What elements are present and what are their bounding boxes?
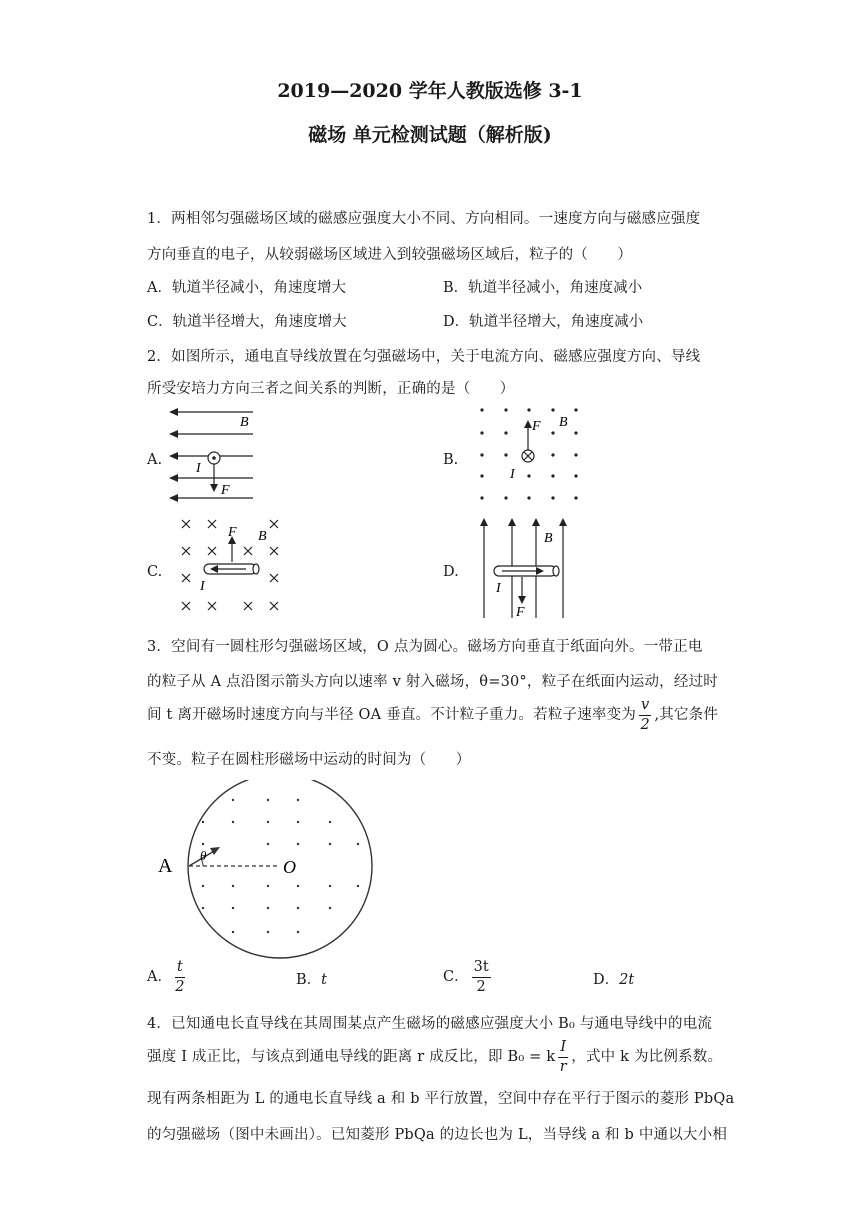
q2-option-a-label: A. [147,452,163,468]
q3-figure-circle [158,780,383,960]
q3-option-a: A． $\frac{t}{2}$ [147,959,185,995]
q1-stem-line1: 1．两相邻匀强磁场区域的磁感应强度大小不同、方向相同。一速度方向与磁感应强度 [147,211,701,227]
q2-figure-b [470,400,590,508]
q2-stem-line2: 所受安培力方向三者之间关系的判断，正确的是（ ） [147,381,515,397]
q2c-label-f: F [228,525,237,540]
q2-stem-line1: 2．如图所示，通电直导线放置在匀强磁场中，关于电流方向、磁感应强度方向、导线 [147,349,701,365]
q3-option-c: C． $\frac{3t}{2}$ [443,959,489,995]
q4-stem-line1: 4．已知通电长直导线在其周围某点产生磁场的磁感应强度大小 B₀ 与通电导线中的电流 [147,1016,713,1032]
q3-fraction-v-over-2: $\frac{v}{2}$ [640,697,650,733]
q4-stem-line3: 现有两条相距为 L 的通电长直导线 a 和 b 平行放置，空间中存在平行于图示的菱形 PbQa [147,1091,735,1107]
q3-stem-line2: 的粒子从 A 点沿图示箭头方向以速率 v 射入磁场，θ=30°，粒子在纸面内运动，经过时 [147,674,718,690]
q3-option-d: D．2t [593,972,635,988]
q1-stem-line2: 方向垂直的电子，从较弱磁场区域进入到较强磁场区域后，粒子的（ ） [147,247,633,263]
q4-stem-line4: 的匀强磁场（图中未画出）。已知菱形 PbQa 的边长也为 L，当导线 a 和 b 中通以大小相 [147,1127,728,1143]
q3-label-a: A [158,855,173,877]
q2a-label-f: F [221,483,230,498]
q2d-label-i: I [496,581,501,596]
q2b-label-b: B [559,415,568,430]
q2-option-b-label: B. [443,452,459,468]
q1-option-c: C．轨道半径增大，角速度增大 [147,314,347,330]
q2d-label-b: B [544,531,553,546]
q2a-label-i: I [196,461,201,476]
q3-stem-line1: 3．空间有一圆柱形匀强磁场区域，O 点为圆心。磁场方向垂直于纸面向外。一带正电 [147,639,703,655]
q2-figure-c [172,512,292,620]
q2c-label-b: B [258,529,267,544]
q1-option-b: B．轨道半径减小，角速度减小 [443,280,643,296]
q2-option-d-label: D. [443,564,459,580]
q2c-label-i: I [200,579,205,594]
page-subtitle: 磁场 单元检测试题（解析版) [308,124,552,146]
q1-option-d: D．轨道半径增大，角速度减小 [443,314,644,330]
q3-label-theta: θ [200,848,207,863]
q4-stem-line2: 强度 I 成正比，与该点到通电导线的距离 r 成反比，即 B₀ = k $\frac{I}{r}$ ，式中 k 为比例系数。 [147,1039,723,1075]
q2-option-c-label: C. [147,564,163,580]
q2d-label-f: F [516,605,525,620]
q3-option-b: B．t [296,972,327,988]
q2a-label-b: B [240,415,249,430]
q4-fraction-i-over-r: $\frac{I}{r}$ [559,1039,567,1075]
q3-stem-line4: 不变。粒子在圆柱形磁场中运动的时间为（ ） [147,752,471,768]
q2-figure-a [165,400,265,508]
q1-option-a: A．轨道半径减小，角速度增大 [147,280,346,296]
q3-label-o: O [283,857,296,877]
page-title: 2019—2020 学年人教版选修 3-1 [277,80,583,102]
q3-stem-line3: 间 t 离开磁场时速度方向与半径 OA 垂直。不计粒子重力。若粒子速率变为 $\frac{v}{2}$ ,其它条件 [147,697,719,733]
q2-figure-d [476,514,576,620]
q2b-label-i: I [510,467,515,482]
q2b-label-f: F [532,419,541,434]
